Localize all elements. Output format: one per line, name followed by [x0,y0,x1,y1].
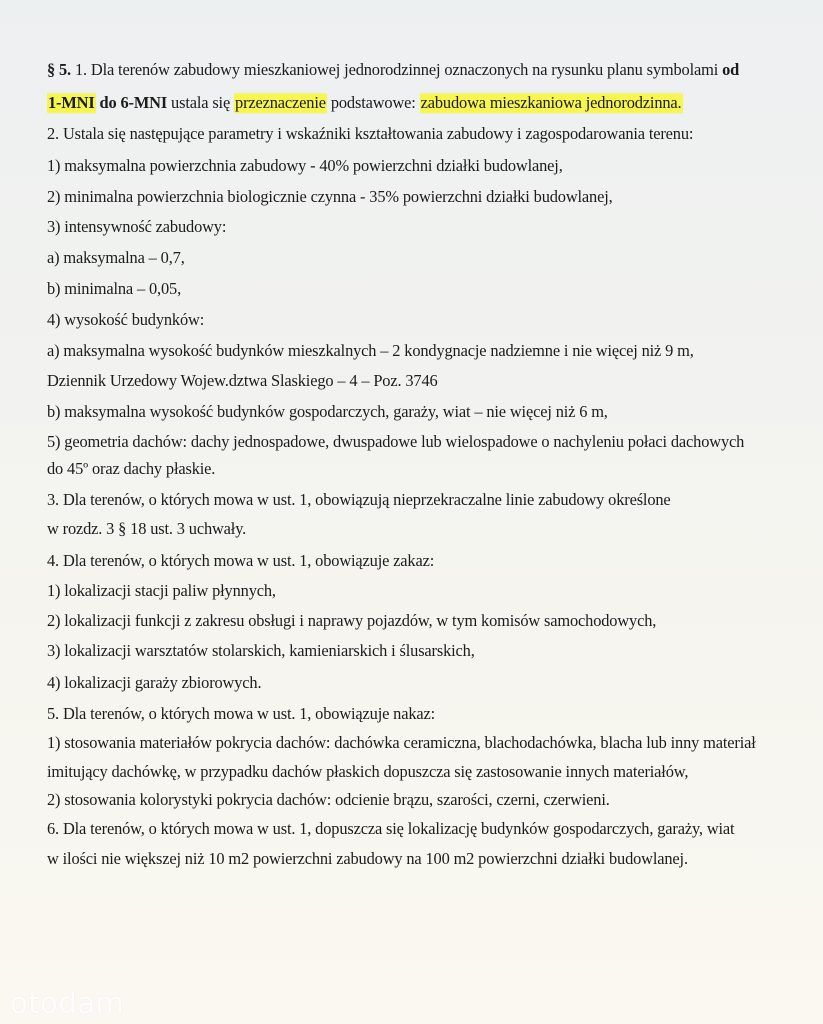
document-line: 3) lokalizacji warsztatów stolarskich, kamieniarskich i ślusarskich, [47,641,475,660]
document-line: a) maksymalna wysokość budynków mieszkalnych – 2 kondygnacje nadziemne i nie więcej niż 9 m, [47,341,694,360]
line-text-bold: do 6-MNI [95,93,168,112]
document-line: 2. Ustala się następujące parametry i wskaźniki kształtowania zabudowy i zagospodarowania terenu: [47,124,694,143]
document-line: 2) minimalna powierzchnia biologicznie czynna - 35% powierzchni działki budowlanej, [47,187,613,206]
document-line-paragraph-header [47,60,739,80]
document-line: 3. Dla terenów, o których mowa w ust. 1, obowiązują nieprzekraczalne linie zabudowy określone [47,490,671,509]
highlighted-text: zabudowa mieszkaniowa jednorodzinna. [420,93,682,112]
document-line: 3) intensywność zabudowy: [47,217,227,236]
document-line-purpose [47,93,683,113]
document-line: a) maksymalna – 0,7, [47,248,185,267]
highlighted-symbol: 1-MNI [48,93,95,112]
otodam-watermark-logo: otodam [10,986,125,1020]
line-text: ustala się [167,93,235,112]
document-line: 1) maksymalna powierzchnia zabudowy - 40% powierzchni działki budowlanej, [47,156,563,175]
document-line: 2) stosowania kolorystyki pokrycia dachów: odcienie brązu, szarości, czerni, czerwieni. [47,790,610,809]
document-line: do 45º oraz dachy płaskie. [47,459,216,478]
document-line: 6. Dla terenów, o których mowa w ust. 1, dopuszcza się lokalizację budynków gospodarczych, garaży, wiat [47,819,735,838]
document-line: 4. Dla terenów, o których mowa w ust. 1, obowiązuje zakaz: [47,551,435,570]
document-line: b) maksymalna wysokość budynków gospodarczych, garaży, wiat – nie więcej niż 6 m, [47,402,608,421]
document-line: 4) wysokość budynków: [47,310,205,329]
highlighted-text: przeznaczenie [235,93,326,112]
document-line: 2) lokalizacji funkcji z zakresu obsługi i naprawy pojazdów, w tym komisów samochodowych, [47,611,657,630]
line-text: 1. Dla terenów zabudowy mieszkaniowej jednorodzinnej oznaczonych na rysunku planu symbolami [71,60,723,79]
document-line: imitujący dachówkę, w przypadku dachów płaskich dopuszcza się zastosowanie innych materiałów, [47,762,689,781]
document-line: 4) lokalizacji garaży zbiorowych. [47,673,262,692]
document-line: 5. Dla terenów, o których mowa w ust. 1, obowiązuje nakaz: [47,704,436,723]
document-line: b) minimalna – 0,05, [47,279,182,298]
document-line: w ilości nie większej niż 10 m2 powierzchni zabudowy na 100 m2 powierzchni działki budowlanej. [47,849,688,868]
line-text-bold: od [722,60,740,79]
document-line: 1) stosowania materiałów pokrycia dachów: dachówka ceramiczna, blachodachówka, blacha lub inny materiał [47,733,756,752]
document-line: w rozdz. 3 § 18 ust. 3 uchwały. [47,519,247,538]
document-line: Dziennik Urzedowy Wojew.dztwa Slaskiego – 4 – Poz. 3746 [47,371,438,390]
line-text: podstawowe: [326,93,420,112]
document-line: 1) lokalizacji stacji paliw płynnych, [47,581,276,600]
section-symbol: § 5. [47,60,71,79]
document-line: 5) geometria dachów: dachy jednospadowe, dwuspadowe lub wielospadowe o nachyleniu połaci dachowych [47,432,745,451]
